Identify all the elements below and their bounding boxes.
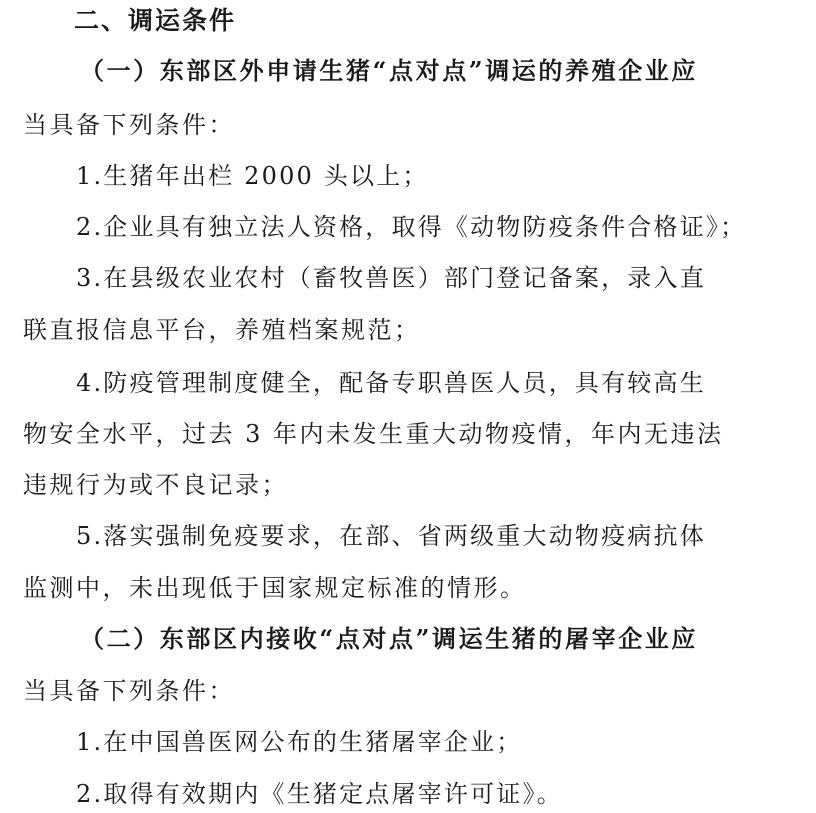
subsection-2-item-2: 2.取得有效期内《生猪定点屠宰许可证》。 — [76, 780, 563, 808]
subsection-1-heading-line-2: 当具备下列条件： — [23, 111, 235, 139]
subsection-1-item-3-line-2: 联直报信息平台，养殖档案规范； — [23, 316, 421, 344]
subsection-1-item-5-line-2: 监测中，未出现低于国家规定标准的情形。 — [23, 574, 527, 602]
section-title: 二、调运条件 — [74, 6, 237, 35]
subsection-1-item-4-line-2: 物安全水平，过去 3 年内未发生重大动物疫情，年内无违法 — [23, 420, 724, 448]
subsection-1-item-4-line-1: 4.防疫管理制度健全，配备专职兽医人员，具有较高生 — [76, 369, 706, 397]
subsection-1-heading-line-1: （一）东部区外申请生猪“点对点”调运的养殖企业应 — [80, 56, 699, 85]
subsection-2-item-1: 1.在中国兽医网公布的生猪屠宰企业； — [76, 728, 523, 756]
subsection-1-item-1: 1.生猪年出栏 2000 头以上； — [76, 162, 429, 190]
subsection-1-item-2: 2.企业具有独立法人资格，取得《动物防疫条件合格证》； — [76, 213, 747, 241]
subsection-2-heading-line-1: （二）东部区内接收“点对点”调运生猪的屠宰企业应 — [80, 624, 699, 653]
subsection-1-item-4-line-3: 违规行为或不良记录； — [23, 471, 288, 499]
subsection-1-item-5-line-1: 5.落实强制免疫要求，在部、省两级重大动物疫病抗体 — [76, 522, 706, 550]
subsection-1-item-3-line-1: 3.在县级农业农村（畜牧兽医）部门登记备案，录入直 — [76, 264, 706, 292]
subsection-2-heading-line-2: 当具备下列条件： — [23, 677, 235, 705]
